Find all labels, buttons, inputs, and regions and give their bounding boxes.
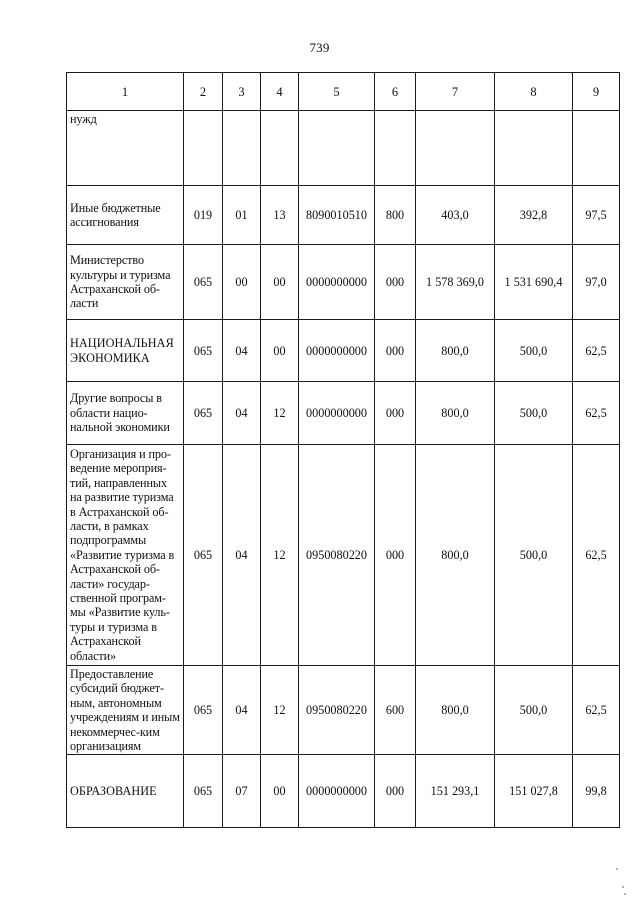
table-row — [67, 245, 620, 320]
planned-amount: 1 578 369,0 — [416, 245, 495, 320]
page-number: 739 — [309, 40, 330, 55]
execution-percent: 62,5 — [573, 666, 620, 755]
executed-amount: 151 027,8 — [495, 755, 573, 828]
column-header: 8 — [495, 73, 573, 111]
planned-amount — [416, 111, 495, 186]
subsection-code: 12 — [261, 445, 299, 666]
scan-speck — [622, 886, 624, 888]
executed-amount: 500,0 — [495, 445, 573, 666]
expense-type-code: 000 — [375, 755, 416, 828]
planned-amount: 151 293,1 — [416, 755, 495, 828]
chapter-code: 065 — [184, 445, 223, 666]
target-article-code: 0000000000 — [299, 245, 375, 320]
executed-amount — [495, 111, 573, 186]
execution-percent: 62,5 — [573, 320, 620, 382]
scan-speck — [616, 868, 618, 870]
column-number-header-row — [67, 73, 620, 111]
column-header: 5 — [299, 73, 375, 111]
row-name: Другие вопросы в области нацио-нальной экономики — [67, 382, 184, 445]
row-name: Организация и про-ведение мероприя-тий, направленных на развитие туризма в Астраханской об-ласти, в рамках подпрограммы «Развитие туризма в Астраханской об-ласти» государ-ственной програм-мы «Развитие куль-туры и туризма в Астраханской области» — [67, 445, 184, 666]
target-article-code: 0950080220 — [299, 666, 375, 755]
row-name: Министерство культуры и туризма Астраханской об-ласти — [67, 245, 184, 320]
execution-percent: 62,5 — [573, 382, 620, 445]
expense-type-code: 000 — [375, 382, 416, 445]
table-row — [67, 186, 620, 245]
planned-amount: 800,0 — [416, 445, 495, 666]
row-name: Иные бюджетные ассигнования — [67, 186, 184, 245]
budget-execution-table — [66, 72, 620, 828]
section-code: 04 — [223, 666, 261, 755]
expense-type-code — [375, 111, 416, 186]
column-header: 3 — [223, 73, 261, 111]
target-article-code — [299, 111, 375, 186]
table-row — [67, 111, 620, 186]
subsection-code: 12 — [261, 382, 299, 445]
executed-amount: 1 531 690,4 — [495, 245, 573, 320]
target-article-code: 0000000000 — [299, 755, 375, 828]
executed-amount: 500,0 — [495, 382, 573, 445]
section-code: 07 — [223, 755, 261, 828]
subsection-code: 00 — [261, 755, 299, 828]
column-header: 6 — [375, 73, 416, 111]
target-article-code: 0950080220 — [299, 445, 375, 666]
table-row — [67, 320, 620, 382]
section-code: 04 — [223, 382, 261, 445]
chapter-code: 065 — [184, 666, 223, 755]
chapter-code: 065 — [184, 755, 223, 828]
execution-percent: 62,5 — [573, 445, 620, 666]
execution-percent: 97,5 — [573, 186, 620, 245]
chapter-code — [184, 111, 223, 186]
expense-type-code: 000 — [375, 320, 416, 382]
expense-type-code: 800 — [375, 186, 416, 245]
executed-amount: 500,0 — [495, 320, 573, 382]
section-code: 04 — [223, 445, 261, 666]
section-code: 01 — [223, 186, 261, 245]
subsection-code: 12 — [261, 666, 299, 755]
executed-amount: 500,0 — [495, 666, 573, 755]
subsection-code — [261, 111, 299, 186]
execution-percent — [573, 111, 620, 186]
column-header: 2 — [184, 73, 223, 111]
chapter-code: 065 — [184, 320, 223, 382]
table-row — [67, 382, 620, 445]
table-row — [67, 755, 620, 828]
target-article-code: 0000000000 — [299, 320, 375, 382]
expense-type-code: 600 — [375, 666, 416, 755]
column-header: 4 — [261, 73, 299, 111]
expense-type-code: 000 — [375, 445, 416, 666]
target-article-code: 8090010510 — [299, 186, 375, 245]
expense-type-code: 000 — [375, 245, 416, 320]
section-code — [223, 111, 261, 186]
chapter-code: 065 — [184, 245, 223, 320]
chapter-code: 019 — [184, 186, 223, 245]
section-code: 00 — [223, 245, 261, 320]
execution-percent: 99,8 — [573, 755, 620, 828]
planned-amount: 403,0 — [416, 186, 495, 245]
executed-amount: 392,8 — [495, 186, 573, 245]
scan-speck — [624, 893, 626, 895]
row-name: нужд — [67, 111, 184, 186]
row-name: НАЦИОНАЛЬНАЯ ЭКОНОМИКА — [67, 320, 184, 382]
row-name: Предоставление субсидий бюджет-ным, автономным учреждениям и иным некоммерчес-ким организациям — [67, 666, 184, 755]
table-row — [67, 666, 620, 755]
subsection-code: 13 — [261, 186, 299, 245]
column-header: 7 — [416, 73, 495, 111]
column-header: 1 — [67, 73, 184, 111]
table-row — [67, 445, 620, 666]
chapter-code: 065 — [184, 382, 223, 445]
target-article-code: 0000000000 — [299, 382, 375, 445]
subsection-code: 00 — [261, 320, 299, 382]
execution-percent: 97,0 — [573, 245, 620, 320]
row-name: ОБРАЗОВАНИЕ — [67, 755, 184, 828]
planned-amount: 800,0 — [416, 320, 495, 382]
subsection-code: 00 — [261, 245, 299, 320]
planned-amount: 800,0 — [416, 382, 495, 445]
column-header: 9 — [573, 73, 620, 111]
planned-amount: 800,0 — [416, 666, 495, 755]
section-code: 04 — [223, 320, 261, 382]
